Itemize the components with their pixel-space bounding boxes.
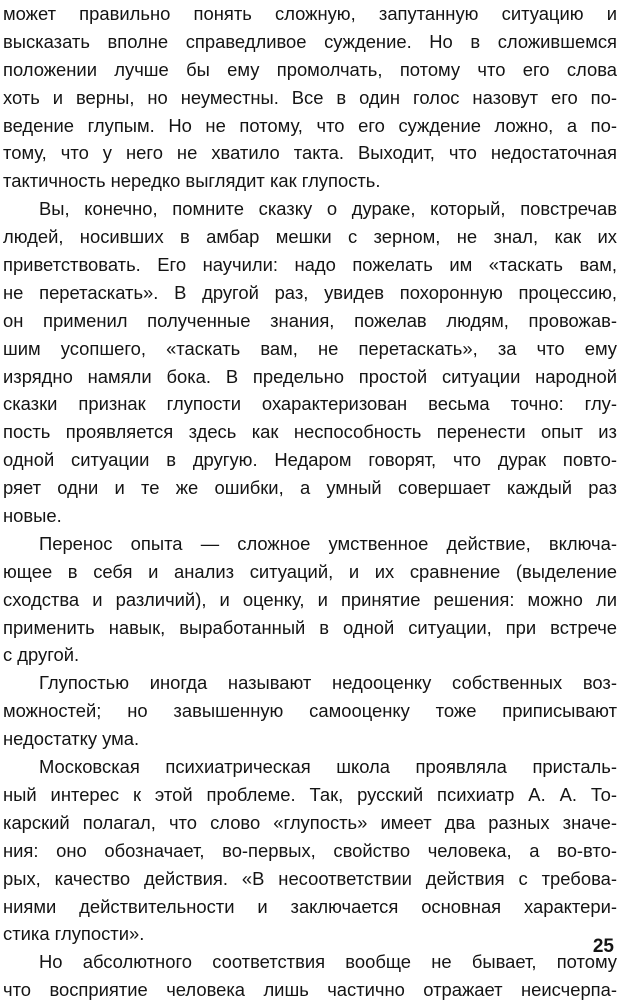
text-line: можностей; но завышенную самооценку тоже приписывают bbox=[3, 700, 617, 722]
text-line: высказать вполне справедливое суждение. Но в сложившемся bbox=[3, 30, 617, 52]
text-line: ряет одни и те же ошибки, а умный совершает каждый раз bbox=[3, 477, 617, 499]
text-line: рых, качество действия. «В несоответствии действия с требова- bbox=[3, 867, 617, 889]
text-line: положении лучше бы ему промолчать, потому что его слова bbox=[3, 58, 617, 80]
text-line: приветствовать. Его научили: надо пожелать им «таскать вам, bbox=[3, 254, 617, 276]
text-line: ния: оно обозначает, во-первых, свойство человека, а во-вто- bbox=[3, 839, 617, 861]
text-line: Но абсолютного соответствия вообще не бывает, потому bbox=[39, 951, 617, 973]
page-number: 25 bbox=[592, 936, 614, 957]
text-line: Московская психиатрическая школа проявляла присталь- bbox=[39, 756, 617, 778]
text-line: ющее в себя и анализ ситуаций, и их сравнение (выделение bbox=[3, 560, 617, 582]
text-line: сходства и различий), и оценку, и принятие решения: можно ли bbox=[3, 588, 617, 610]
text-line: изрядно намяли бока. В предельно простой ситуации народной bbox=[3, 365, 617, 387]
body-text bbox=[3, 0, 617, 1004]
text-line: Перенос опыта — сложное умственное действие, включа- bbox=[39, 532, 617, 554]
text-line: не перетаскать». В другой раз, увидев похоронную процессию, bbox=[3, 281, 617, 303]
text-line: шим усопшего, «таскать вам, не перетаскать», за что ему bbox=[3, 337, 617, 359]
text-line: ведение глупым. Но не потому, что его суждение ложно, а по- bbox=[3, 114, 617, 136]
text-line: Глупостью иногда называют недооценку собственных воз- bbox=[39, 672, 617, 694]
text-line: недостатку ума. bbox=[3, 728, 140, 750]
text-line: сказки признак глупости охарактеризован весьма точно: глу- bbox=[3, 393, 617, 415]
text-line: стика глупости». bbox=[3, 923, 145, 945]
text-line: может правильно понять сложную, запутанную ситуацию и bbox=[3, 3, 617, 24]
text-line: пость проявляется здесь как неспособность перенести опыт из bbox=[3, 421, 617, 443]
text-line: что восприятие человека лишь частично отражает неисчерпа- bbox=[3, 979, 617, 1001]
text-line: хоть и верны, но неуместны. Все в один голос назовут его по- bbox=[3, 86, 617, 108]
text-line: тактичность нередко выглядит как глупость. bbox=[3, 170, 381, 192]
text-line: новые. bbox=[3, 505, 62, 527]
text-line: с другой. bbox=[3, 644, 80, 666]
text-line: карский полагал, что слово «глупость» имеет два разных значе- bbox=[3, 811, 617, 833]
text-line: Вы, конечно, помните сказку о дураке, который, повстречав bbox=[39, 198, 617, 220]
text-line: тому, что у него не хватило такта. Выходит, что недостаточная bbox=[3, 142, 617, 164]
text-line: людей, носивших в амбар мешки с зерном, не знал, как их bbox=[3, 226, 617, 248]
text-line: ный интерес к этой проблеме. Так, русский психиатр А. А. То- bbox=[3, 783, 617, 805]
text-line: ниями действительности и заключается основная характери- bbox=[3, 895, 617, 917]
text-line: применить навык, выработанный в одной ситуации, при встрече bbox=[3, 616, 617, 638]
text-line: одной ситуации в другую. Недаром говорят, что дурак повто- bbox=[3, 449, 617, 471]
text-line: он применил полученные знания, пожелав людям, провожав- bbox=[3, 309, 617, 331]
